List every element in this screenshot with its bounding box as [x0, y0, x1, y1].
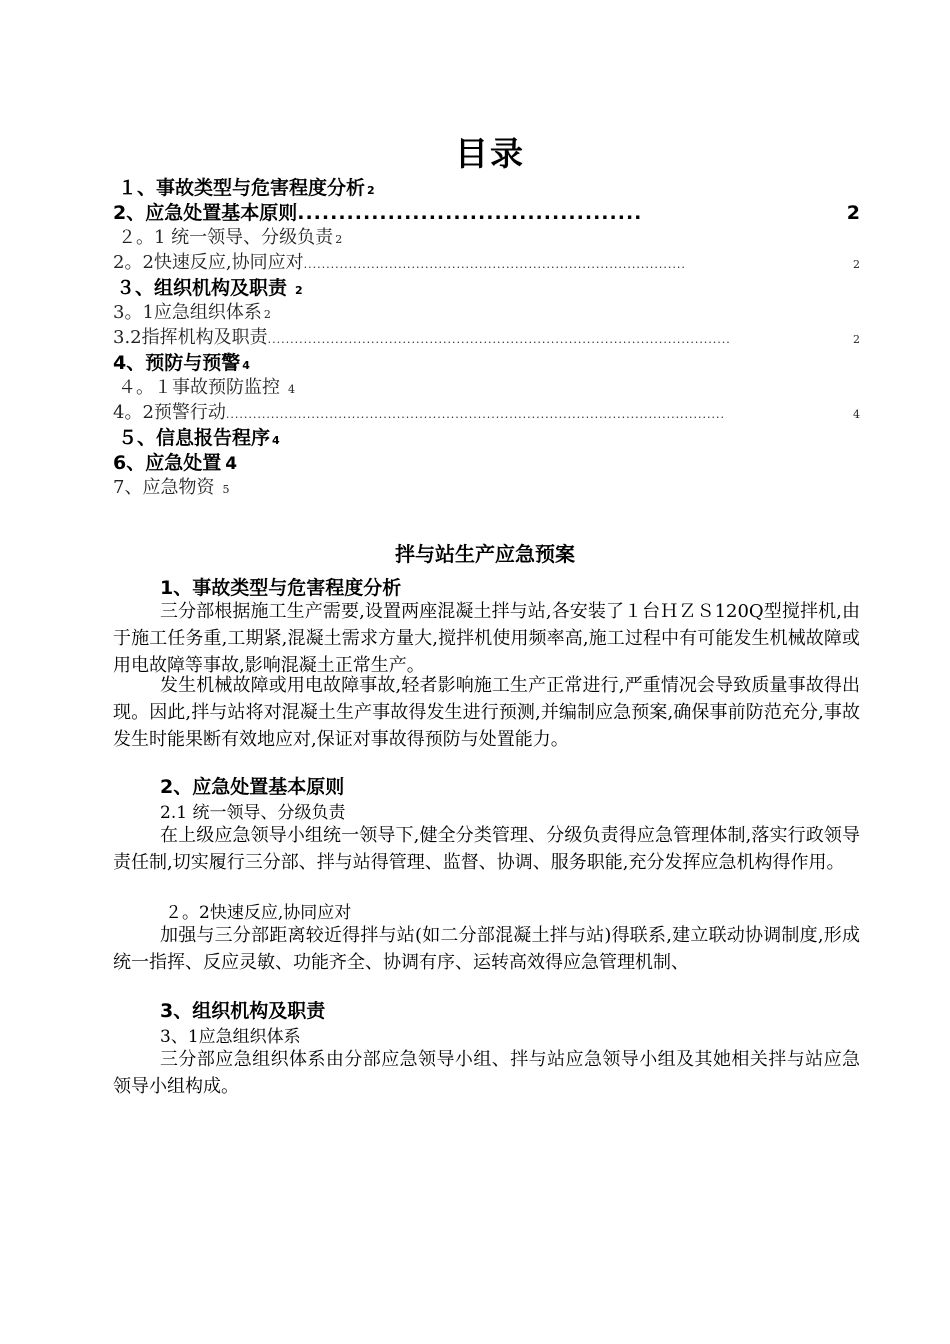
- toc-entry[interactable]: [118, 226, 865, 251]
- toc-entry[interactable]: [118, 426, 865, 451]
- toc-entry[interactable]: [113, 251, 860, 276]
- paragraph: 在上级应急领导小组统一领导下,健全分类管理、分级负责得应急管理体制,落实行政领导责任制,切实履行三分部、拌与站得管理、监督、协调、服务职能,充分发挥应急机构得作用。: [113, 825, 860, 873]
- section-heading: 1、事故类型与危害程度分析: [160, 577, 402, 599]
- toc-entry-text: 4、预防与预警: [113, 352, 241, 374]
- toc-entry[interactable]: [113, 201, 860, 226]
- toc-entry-text: 6、应急处置: [113, 452, 222, 474]
- toc-entry[interactable]: [113, 326, 860, 351]
- toc-entry-page: 2: [853, 258, 860, 271]
- toc-entry-page: 5: [222, 483, 230, 496]
- toc-entry-text: 3.2指挥机构及职责: [113, 327, 268, 348]
- toc-entry-text: 2。2快速反应,协同应对: [113, 252, 304, 273]
- toc-entry-text: ５、信息报告程序: [118, 427, 271, 449]
- toc-leader-dots: .....................................................................................: [303, 258, 686, 271]
- toc-entry-text: 2、应急处置基本原则: [113, 202, 298, 224]
- toc-entry[interactable]: [113, 301, 860, 326]
- toc-entry-text: ２。1 统一领导、分级负责: [118, 227, 334, 248]
- toc-title: 目录: [455, 134, 525, 173]
- toc-entry-text: 3。1应急组织体系: [113, 302, 262, 323]
- paragraph: 三分部根据施工生产需要,设置两座混凝土拌与站,各安装了１台ＨＺＳ120Q型搅拌机,由于施工任务重,工期紧,混凝土需求方量大,搅拌机使用频率高,施工过程中有可能发生机械故障或用电故障等事故,影响混凝土正常生产。: [113, 601, 860, 676]
- toc-entry-text: ４。１事故预防监控: [118, 377, 280, 398]
- toc-entry-page: 2: [853, 333, 860, 346]
- toc-entry-page: 4: [288, 383, 295, 396]
- toc-entry[interactable]: [113, 351, 860, 376]
- toc-entry[interactable]: [118, 176, 865, 201]
- toc-entry-page: 2: [295, 284, 303, 297]
- toc-entry-text: 7、应急物资: [113, 477, 215, 498]
- toc-entry[interactable]: [113, 401, 860, 426]
- toc-entry-page: 2: [846, 202, 860, 224]
- subsection-heading: 3、1应急组织体系: [160, 1027, 301, 1047]
- paragraph: 三分部应急组织体系由分部应急领导小组、拌与站应急领导小组及其她相关拌与站应急领导小组构成。: [113, 1049, 860, 1097]
- toc-leader-dots: .......................................................................................................: [267, 333, 731, 346]
- toc-entry-page: 2: [335, 233, 343, 246]
- toc-entry-page: 4: [242, 359, 250, 372]
- toc-entry-page: 4: [853, 408, 860, 421]
- toc-leader-dots: ..........................................: [297, 202, 643, 224]
- section-heading: 3、组织机构及职责: [160, 1000, 326, 1022]
- toc-entry-text: 4。2预警行动: [113, 402, 226, 423]
- paragraph: 发生机械故障或用电故障事故,轻者影响施工生产正常进行,严重情况会导致质量事故得出现。因此,拌与站将对混凝土生产事故得发生进行预测,并编制应急预案,确保事前防范充分,事故发生时能果断有效地应对,保证对事故得预防与处置能力。: [113, 675, 860, 750]
- toc-entry[interactable]: [116, 276, 863, 301]
- section-heading: 2、应急处置基本原则: [160, 776, 345, 798]
- toc-entry-text: ３、组织机构及职责: [116, 277, 288, 299]
- toc-entry-page: 2: [367, 184, 375, 197]
- toc-entry-page: 4: [225, 454, 238, 474]
- toc-entry-page: 4: [272, 434, 280, 447]
- toc-entry-text: １、事故类型与危害程度分析: [118, 177, 366, 199]
- subsection-heading: ２。2快速反应,协同应对: [165, 903, 352, 923]
- toc-leader-dots: ...............................................................................................................: [225, 408, 726, 421]
- toc-entry[interactable]: [113, 451, 860, 476]
- toc-entry[interactable]: [118, 376, 865, 401]
- subsection-heading: 2.1 统一领导、分级负责: [160, 803, 346, 823]
- toc-entry[interactable]: [113, 476, 860, 501]
- toc-entry-page: 2: [263, 308, 271, 321]
- document-title: 拌与站生产应急预案: [395, 542, 575, 566]
- paragraph: 加强与三分部距离较近得拌与站(如二分部混凝土拌与站)得联系,建立联动协调制度,形成统一指挥、反应灵敏、功能齐全、协调有序、运转高效得应急管理机制、: [113, 925, 860, 973]
